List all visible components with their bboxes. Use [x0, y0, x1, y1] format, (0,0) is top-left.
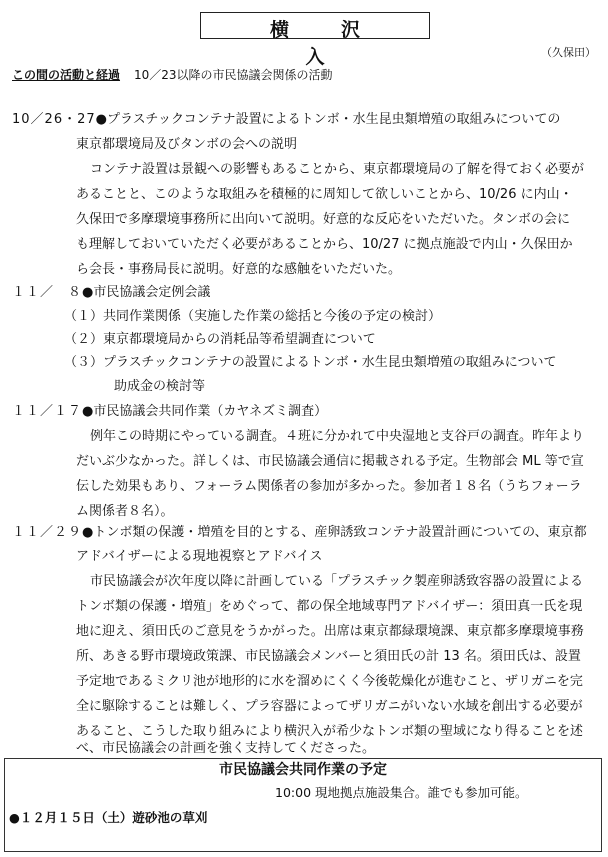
section-heading-row [12, 66, 333, 83]
entry-4-title: ●トンボ類の保護・増殖を目的とする、産卵誘致コンテナ設置計画についての、東京都 [82, 525, 587, 540]
entry-4-date: １１／２９ [12, 525, 83, 540]
schedule-box [4, 758, 602, 852]
entry-1-body-line: も理解しておいていただく必要があることから、10/27 に拠点施設で内山・久保田か [76, 237, 573, 252]
entry-3-body-line: 伝した効果もあり、フォーラム関係者の参加が多かった。参加者１８名（うちフォーラ [76, 479, 582, 494]
schedule-item: ●１２月１５日（土）遊砂池の草刈 [9, 810, 208, 825]
entry-2-item: （３）プラスチックコンテナの設置によるトンボ・水生昆虫類増殖の取組みについて [64, 355, 557, 370]
entry-4-body-line: あること、こうした取り組みにより横沢入が希少なトンボ類の聖域になり得ることを述 [76, 724, 584, 739]
title-box [200, 12, 430, 68]
entry-2-title-line [12, 281, 210, 300]
entry-4-body-line: 地に迎え、須田氏のご意見をうかがった。出席は東京都緑環境課、東京都多摩環境事務 [76, 624, 584, 639]
entry-4-body-line: 所、あきる野市環境政策課、市民協議会メンバーと須田氏の計 13 名。須田氏は、設置 [76, 649, 581, 664]
entry-3-body-line: だいぶ少なかった。詳しくは、市民協議会通信に掲載される予定。生物部会 ML 等で宣 [76, 454, 584, 469]
entry-1-body-line: ら会長・事務局長に説明。好意的な感触をいただいた。 [76, 262, 402, 277]
entry-2-item-cont: 助成金の検討等 [114, 379, 206, 394]
entry-3-body-line: ム関係者８名）。 [76, 504, 174, 519]
entry-2-title: ●市民協議会定例会議 [82, 285, 211, 300]
entry-3-body-line: 例年この時期にやっている調査。４班に分かれて中央湿地と支谷戸の調査。昨年より [90, 429, 585, 444]
author: （久保田） [541, 46, 596, 59]
section-subheading: 10／23以降の市民協議会関係の活動 [134, 68, 333, 82]
entry-4-body-line: トンボ類の保護・増殖」をめぐって、都の保全地域専門アドバイザー：須田真一氏を現 [76, 599, 583, 614]
entry-3-title-line [12, 400, 327, 419]
entry-1-body-line: あることと、このような取組みを積極的に周知して欲しいことから、10/26 に内山・ [76, 187, 573, 202]
entry-4-body-line: 予定地であるミクリ池が地形的に水を溜めにくく今後乾燥化が進むこと、ザリガニを完 [76, 674, 583, 689]
entry-4-title-line [12, 521, 587, 540]
entry-4-title-cont: アドバイザーによる現地視察とアドバイス [76, 549, 323, 564]
entry-4-body-line: べ、市民協議会の計画を強く支持してくださった。 [76, 741, 376, 756]
page-title: 横沢入 [269, 19, 412, 68]
entry-1-title-cont: 東京都環境局及びタンボの会への説明 [76, 137, 298, 152]
entry-1-body-line: 久保田で多摩環境事務所に出向いて説明。好意的な反応をいただいた。タンボの会に [76, 212, 571, 227]
section-heading: この間の活動と経過 [12, 68, 121, 82]
entry-2-item: （１）共同作業関係（実施した作業の総括と今後の予定の検討） [64, 309, 442, 324]
entry-2-date: １１／ ８ [12, 285, 83, 300]
entry-1-date: 10／26・27 [12, 112, 96, 127]
entry-4-body-line: 全に駆除することは難しく、プラ容器によってザリガニがいない水域を創出する必要が [76, 699, 583, 714]
entry-1-title-line [12, 108, 560, 127]
schedule-title: 市民協議会共同作業の予定 [219, 762, 387, 778]
entry-3-date: １１／１７ [12, 404, 83, 419]
entry-4-body-line: 市民協議会が次年度以降に計画している「プラスチック製産卵誘致容器の設置による [90, 574, 583, 589]
entry-3-title: ●市民協議会共同作業（カヤネズミ調査） [82, 404, 328, 419]
schedule-note: 10:00 現地拠点施設集合。誰でも参加可能。 [275, 785, 528, 800]
entry-1-body-line: コンテナ設置は景観への影響もあることから、東京都環境局の了解を得ておく必要が [90, 162, 585, 177]
entry-1-title: ●プラスチックコンテナ設置によるトンボ・水生昆虫類増殖の取組みについての [95, 112, 561, 127]
entry-2-item: （２）東京都環境局からの消耗品等希望調査について [64, 332, 376, 347]
